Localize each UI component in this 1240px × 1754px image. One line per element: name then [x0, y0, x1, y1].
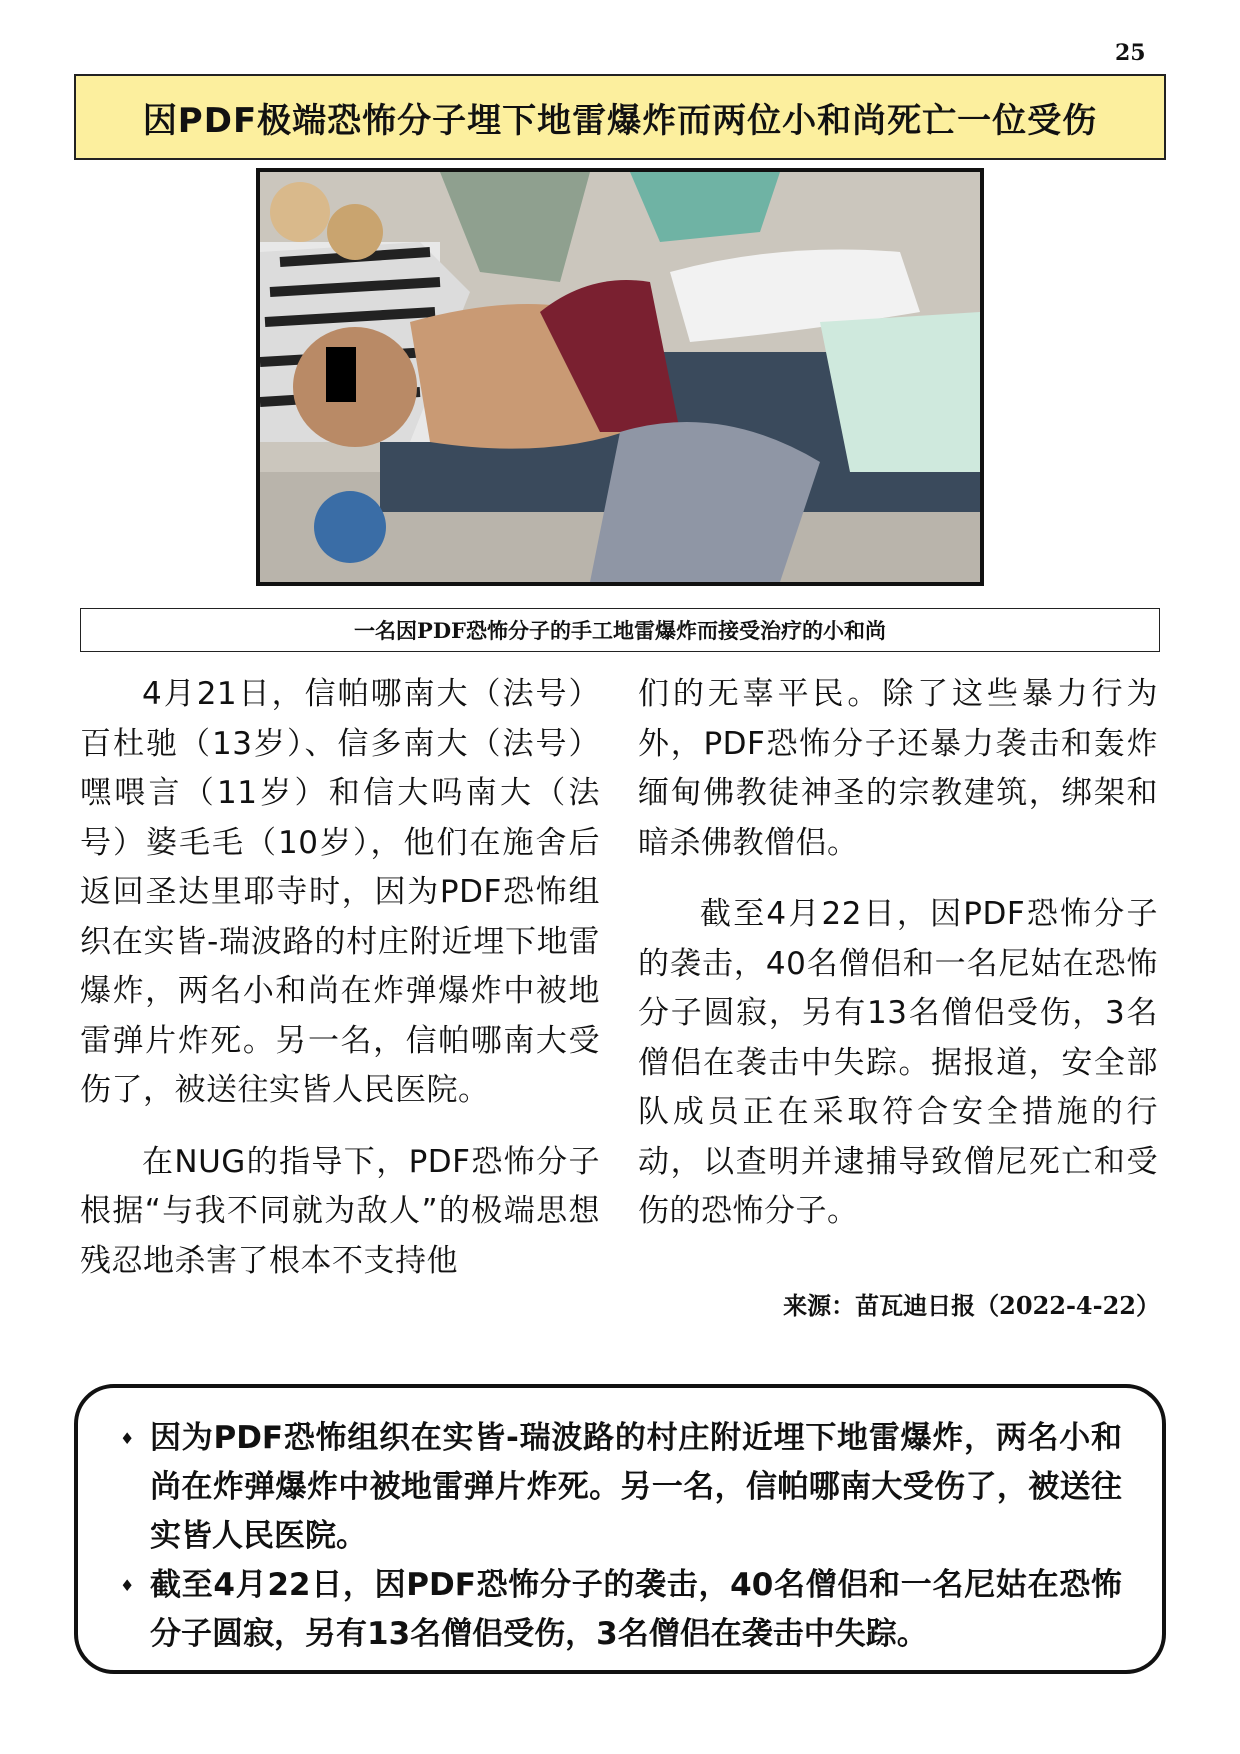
- article-right-column: [638, 670, 1158, 1259]
- photo-illustration: [260, 172, 980, 582]
- summary-bullet: [120, 1414, 1122, 1561]
- article-paragraph: 4月21日，信帕哪南大（法号）百杜驰（13岁）、信多南大（法号）嘿喂言（11岁）和信大吗南大（法号）婆毛毛（10岁），他们在施舍后返回圣达里耶寺时，因为PDF恐怖组织在实皆-瑞波路的村庄附近埋下地雷爆炸，两名小和尚在炸弹爆炸中被地雷弹片炸死。另一名，信帕哪南大受伤了，被送往实皆人民医院。: [80, 676, 600, 1108]
- article-source: 来源：苗瓦迪日报（2022-4-22）: [783, 1291, 1160, 1320]
- summary-bullet-text: 截至4月22日，因PDF恐怖分子的袭击，40名僧侣和一名尼姑在恐怖分子圆寂，另有13名僧侣受伤，3名僧侣在袭击中失踪。: [150, 1567, 1122, 1652]
- article-left-column: [80, 670, 600, 1308]
- diamond-bullet-icon: ♦: [120, 1429, 135, 1448]
- summary-bullet: [120, 1561, 1122, 1659]
- page-number: 25: [1115, 40, 1146, 66]
- news-photo: [256, 168, 984, 586]
- photo-caption: 一名因PDF恐怖分子的手工地雷爆炸而接受治疗的小和尚: [354, 618, 886, 643]
- page-title: 因PDF极端恐怖分子埋下地雷爆炸而两位小和尚死亡一位受伤: [142, 100, 1098, 141]
- article-paragraph: 们的无辜平民。除了这些暴力行为外，PDF恐怖分子还暴力袭击和轰炸缅甸佛教徒神圣的宗教建筑，绑架和暗杀佛教僧侣。: [638, 676, 1158, 861]
- article-paragraph: 在NUG的指导下，PDF恐怖分子根据“与我不同就为敌人”的极端思想残忍地杀害了根本不支持他: [80, 1143, 600, 1279]
- title-banner: [74, 74, 1166, 160]
- diamond-bullet-icon: ♦: [120, 1576, 135, 1595]
- photo-caption-box: [80, 608, 1160, 652]
- summary-box: [74, 1384, 1166, 1674]
- summary-bullet-text: 因为PDF恐怖组织在实皆-瑞波路的村庄附近埋下地雷爆炸，两名小和尚在炸弹爆炸中被地雷弹片炸死。另一名，信帕哪南大受伤了，被送往实皆人民医院。: [150, 1420, 1122, 1554]
- article-paragraph: 截至4月22日，因PDF恐怖分子的袭击，40名僧侣和一名尼姑在恐怖分子圆寂，另有13名僧侣受伤，3名僧侣在袭击中失踪。据报道，安全部队成员正在采取符合安全措施的行动，以查明并逮捕导致僧尼死亡和受伤的恐怖分子。: [638, 896, 1158, 1229]
